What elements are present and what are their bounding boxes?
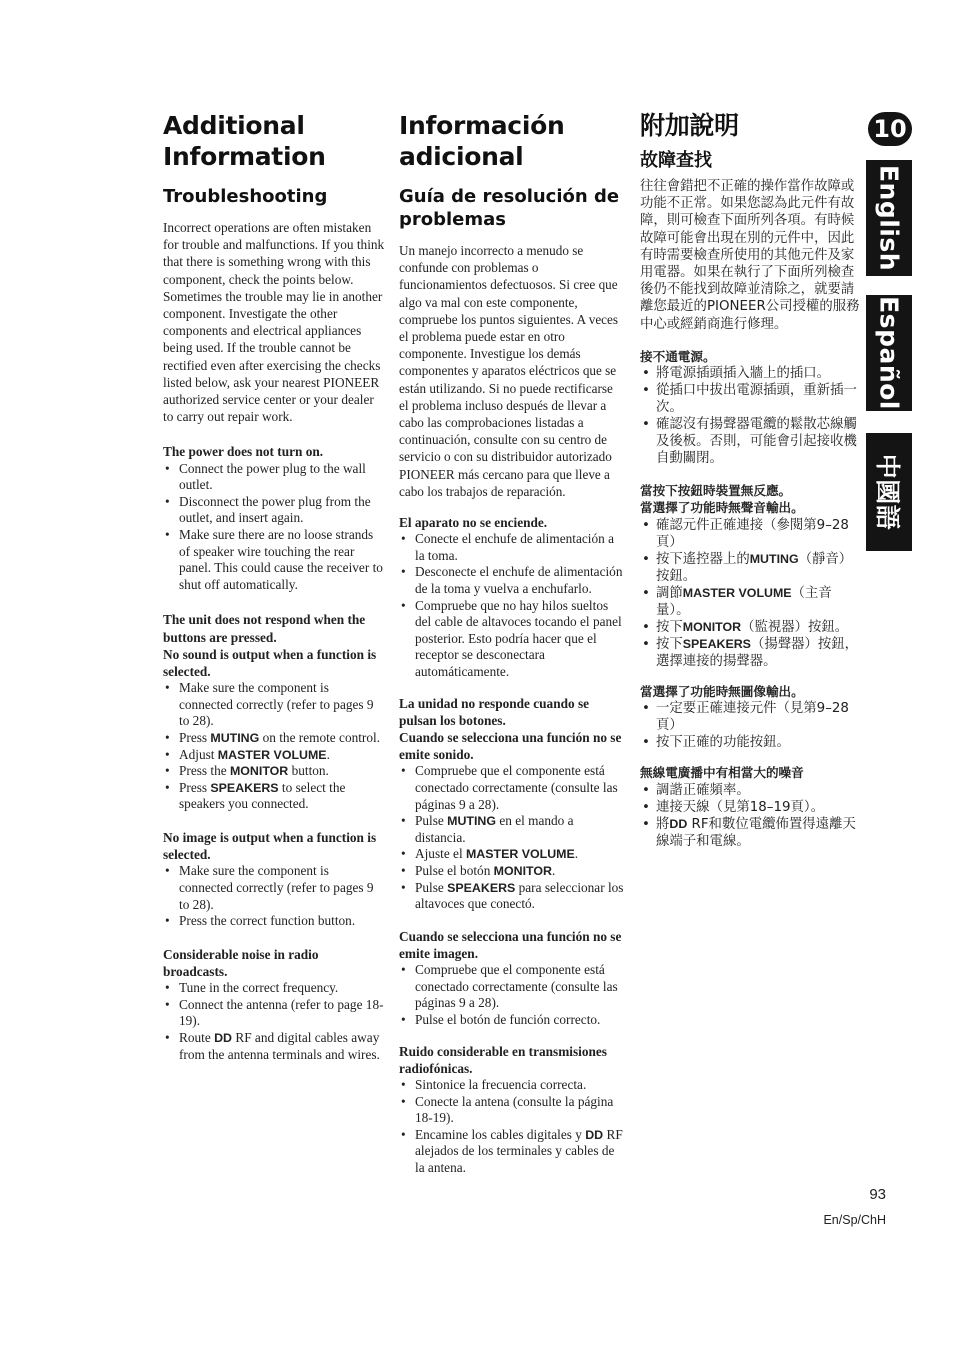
check-item [163, 747, 385, 764]
trouble-heading: Cuando se selecciona una función no se emite sonido. [399, 730, 622, 763]
item-text: to select the speakers you connected. [179, 779, 346, 812]
tab-label: 中國語 [873, 453, 902, 531]
trouble-heading: 當選擇了功能時無聲音輸出。 [640, 500, 804, 516]
button-name: MUTING [749, 551, 799, 566]
trouble-heading: 當選擇了功能時無圖像輸出。 [640, 683, 804, 699]
check-item: • 從插口中拔出電源插頭，重新插一次。 [640, 382, 862, 416]
item-text: RF and digital cables away from the antenna terminals and wires. [179, 1029, 380, 1062]
check-list [163, 461, 385, 594]
item-text: Encamine los cables digitales y [415, 1126, 586, 1142]
trouble-heading: El aparato no se enciende. [399, 515, 548, 531]
tab-label: English [874, 164, 904, 272]
check-list [640, 517, 862, 670]
check-item [163, 763, 385, 780]
trouble-section [640, 349, 862, 468]
check-item [640, 619, 862, 636]
check-item [399, 863, 625, 880]
button-name: MONITOR [493, 863, 552, 878]
item-text: （主音量）。 [656, 585, 832, 618]
title-spanish [399, 110, 625, 172]
item-text: Pulse [415, 813, 448, 829]
check-item: • Make sure there are no loose strands of speaker wire touching the rear panel. This could cause the receiver to shut off automatically. [163, 527, 385, 593]
trouble-heading: The unit does not respond when the buttons are pressed. [163, 612, 366, 645]
language-tab-chinese [866, 433, 912, 551]
check-list [163, 680, 385, 813]
item-text: en el mando a distancia. [415, 813, 574, 845]
check-item: • Compruebe que el componente está conectado correctamente (consulte las páginas 9 a 28). [399, 763, 625, 813]
check-item: • 調諧正確頻率。 [640, 782, 862, 799]
title-english [163, 110, 385, 172]
check-item: • 按下正確的功能按鈕。 [640, 734, 862, 751]
check-list [163, 863, 385, 929]
troubleshooting-sections-chinese [640, 349, 862, 850]
check-list [399, 1077, 625, 1177]
button-name: MUTING [447, 814, 497, 829]
item-text: 按下 [656, 636, 683, 652]
subtitle-english: Troubleshooting [163, 186, 328, 207]
column-chinese [640, 110, 862, 850]
chapter-number-badge: 10 [868, 112, 912, 146]
check-item: • Disconnect the power plug from the outlet, and insert again. [163, 494, 385, 527]
column-english [163, 110, 385, 1063]
intro-english: Incorrect operations are often mistaken for trouble and malfunctions. If you think that there is something wrong with this component, check the points below. Sometimes the trouble may lie in another component. Investigate the other components and electrical appliances being used. If the trouble cannot be rectified even after exercising the checks listed below, ask your nearest PIONEER authorized service center or your dealer to carry out repair work. [163, 220, 385, 425]
item-text: Ajuste el [415, 846, 466, 862]
check-item [399, 813, 625, 846]
check-list [640, 782, 862, 850]
item-text: Adjust [179, 746, 218, 762]
check-item [163, 1030, 385, 1063]
check-list [399, 531, 625, 680]
button-name: SPEAKERS [447, 880, 516, 895]
tab-label: Español [874, 296, 904, 410]
button-name: DD [669, 816, 688, 831]
check-item [399, 846, 625, 863]
page-number: 93 [869, 1186, 886, 1203]
item-text: Pulse [415, 879, 448, 895]
item-text: . [551, 862, 556, 878]
item-text: Press [179, 779, 211, 795]
button-name: DD [585, 1127, 604, 1142]
button-name: SPEAKERS [210, 780, 279, 795]
item-text: Press the [179, 763, 230, 779]
troubleshooting-sections-spanish [399, 514, 625, 1176]
check-item: • 一定要正確連接元件（見第9–28頁） [640, 700, 862, 734]
trouble-heading: Cuando se selecciona una función no se emite imagen. [399, 928, 622, 961]
trouble-section [399, 1043, 625, 1177]
trouble-section [163, 829, 385, 930]
check-item [163, 730, 385, 747]
check-item [640, 816, 862, 850]
trouble-section [640, 765, 862, 850]
check-item: • Conecte el enchufe de alimentación a la toma. [399, 531, 625, 564]
trouble-heading: The power does not turn on. [163, 444, 324, 460]
check-item: • 確認元件正確連接（參閱第9–28頁） [640, 517, 862, 551]
trouble-section [163, 611, 385, 813]
check-item [163, 780, 385, 813]
item-text: Pulse el botón [415, 862, 494, 878]
item-text: RF alejados de los terminales y cables de la antena. [415, 1126, 623, 1175]
check-item: • Compruebe que no hay hilos sueltos del cable de altavoces tocando el panel posterior. Esto podría hacer que el receptor se desconectara automáticamente. [399, 598, 625, 681]
subtitle-chinese: 故障查找 [640, 150, 712, 171]
button-name: MASTER VOLUME [682, 585, 792, 600]
button-name: DD [214, 1030, 232, 1045]
check-item [640, 585, 862, 619]
item-text: 將 [656, 816, 670, 832]
title-line: adicional [399, 142, 524, 171]
item-text: RF和數位電纜佈置得遠離天線端子和電線。 [656, 816, 856, 849]
item-text: . [326, 746, 330, 762]
item-text: （靜音）按鈕。 [656, 551, 853, 584]
check-list [163, 980, 385, 1063]
button-name: MONITOR [682, 619, 742, 634]
title-line: Información [399, 111, 565, 140]
language-tab-english [866, 160, 912, 276]
item-text: . [574, 846, 579, 862]
item-text: 調節 [656, 585, 683, 601]
check-item [399, 1127, 625, 1177]
item-text: Route [179, 1029, 215, 1045]
troubleshooting-sections-english [163, 443, 385, 1063]
trouble-heading: 無線電廣播中有相當大的噪音 [640, 765, 804, 781]
item-text: （監視器）按鈕。 [741, 619, 849, 635]
check-list [399, 962, 625, 1028]
check-item: • Tune in the correct frequency. [163, 980, 385, 997]
button-name: MONITOR [229, 764, 289, 779]
check-item: • Connect the antenna (refer to page 18-19). [163, 997, 385, 1030]
check-item: • Desconecte el enchufe de alimentación de la toma y vuelva a enchufarlo. [399, 564, 625, 597]
check-item: • Conecte la antena (consulte la página 18-19). [399, 1094, 625, 1127]
item-text: 按下遙控器上的 [656, 551, 750, 567]
check-item: • 連接天線（見第18–19頁）。 [640, 799, 862, 816]
check-item: • 將電源插頭插入牆上的插口。 [640, 365, 862, 382]
check-item: • Pulse el botón de función correcto. [399, 1012, 625, 1029]
trouble-heading: La unidad no responde cuando se pulsan los botones. [399, 695, 590, 728]
button-name: MUTING [210, 730, 260, 745]
check-item: • Sintonice la frecuencia correcta. [399, 1077, 625, 1094]
check-item [640, 636, 862, 670]
title-chinese [640, 110, 862, 141]
trouble-heading: No image is output when a function is selected. [163, 829, 377, 863]
check-item [399, 880, 625, 913]
trouble-heading: 接不通電源。 [640, 348, 716, 364]
trouble-section [399, 695, 625, 913]
trouble-section [640, 483, 862, 669]
trouble-section [399, 514, 625, 681]
trouble-section [640, 684, 862, 752]
check-list [640, 700, 862, 751]
title-line: 附加說明 [640, 111, 739, 140]
button-name: MASTER VOLUME [217, 747, 327, 762]
trouble-heading: Ruido considerable en transmisiones radiofónicas. [399, 1043, 607, 1076]
column-spanish [399, 110, 625, 1177]
check-item: • Compruebe que el componente está conectado correctamente (consulte las páginas 9 a 28). [399, 962, 625, 1012]
title-line: Information [163, 142, 326, 171]
item-text: para seleccionar los altavoces que conectó. [415, 879, 624, 912]
subtitle-spanish: Guía de resolución de problemas [399, 186, 620, 230]
check-item: • Press the correct function button. [163, 913, 385, 930]
check-item: • Make sure the component is connected correctly (refer to pages 9 to 28). [163, 680, 385, 730]
trouble-heading: 當按下按鈕時裝置無反應。 [640, 483, 792, 499]
item-text: （揚聲器）按鈕， 選擇連接的揚聲器。 [656, 636, 859, 669]
title-line: Additional [163, 111, 305, 140]
intro-chinese: 往往會錯把不正確的操作當作故障或功能不正常。如果您認為此元件有故障，則可檢查下面所列各項。有時候故障可能會出現在別的元件中，因此有時需要檢查所使用的其他元件及家用電器。如果在執行了下面所列檢查後仍不能找到故障並清除之，就要請離您最近的PIONEER公司授權的服務中心或經銷商進行修理。 [640, 179, 860, 332]
language-code: En/Sp/ChH [823, 1213, 886, 1227]
trouble-section [163, 946, 385, 1063]
trouble-heading: No sound is output when a function is selected. [163, 646, 377, 679]
intro-spanish: Un manejo incorrecto a menudo se confunde con problemas o funcionamientos defectuosos. Si cree que algo va mal con este componente, compruebe los puntos siguientes. A veces el problema puede estar en otro componente. Investigue los demás componentes y aparatos eléctricos que se están utilizando. Si no puede rectificarse el problema incluso después de llevar a cabo las comprobaciones listadas a continuación, consulte con su centro de servicio o con su distribuidor autorizado PIONEER más cercano para que lleve a cabo los trabajos de reparación. [399, 243, 619, 499]
button-name: MASTER VOLUME [465, 847, 575, 862]
trouble-section [163, 443, 385, 593]
trouble-section [399, 928, 625, 1029]
button-name: SPEAKERS [682, 636, 751, 651]
item-text: on the remote control. [259, 729, 381, 745]
check-item: • Make sure the component is connected correctly (refer to pages 9 to 28). [163, 863, 385, 913]
check-item: • 確認沒有揚聲器電纜的鬆散芯線觸及後板。否則，可能會引起接收機自動關閉。 [640, 416, 862, 467]
check-list [640, 365, 862, 467]
trouble-heading: Considerable noise in radio broadcasts. [163, 946, 319, 979]
check-item [640, 551, 862, 585]
check-item: • Connect the power plug to the wall outlet. [163, 461, 385, 494]
item-text: Press [179, 729, 211, 745]
item-text: 按下 [656, 619, 683, 635]
item-text: button. [288, 763, 329, 779]
check-list [399, 763, 625, 912]
language-tab-spanish [866, 295, 912, 411]
